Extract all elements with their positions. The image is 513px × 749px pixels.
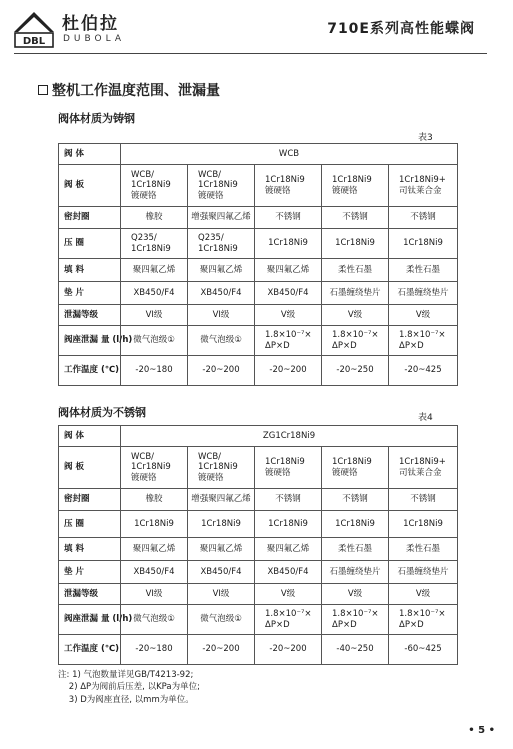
table-cell: 石墨缠绕垫片 (389, 561, 458, 584)
row-label: 工作温度 (℃) (59, 635, 121, 665)
table-cell: 聚四氟乙烯 (121, 538, 188, 561)
table-cell: -20~200 (255, 356, 322, 386)
table4-number: 表4 (418, 413, 433, 423)
table-cell: 石墨缠绕垫片 (322, 561, 389, 584)
table-cell: 1Cr18Ni9 镀硬铬 (322, 165, 389, 207)
table-cell: XB450/F4 (188, 282, 255, 305)
table-row (59, 165, 458, 207)
table-row (59, 229, 458, 259)
table-cell: 1.8×10⁻⁷× ΔP×D (255, 605, 322, 635)
table-cell: 不锈钢 (322, 489, 389, 511)
table-row (59, 426, 458, 447)
table-cell: 1Cr18Ni9+ 司钛莱合金 (389, 165, 458, 207)
table-cell: -40~250 (322, 635, 389, 665)
table-cell: -20~250 (322, 356, 389, 386)
table-row (59, 305, 458, 326)
header-divider (14, 53, 487, 54)
table-row (59, 259, 458, 282)
table-cell: VI级 (121, 584, 188, 605)
table-cell: 增强聚四氟乙烯 (188, 207, 255, 229)
table-cell: -60~425 (389, 635, 458, 665)
row-label: 压 圈 (59, 229, 121, 259)
table-row (59, 447, 458, 489)
row-label: 填 料 (59, 259, 121, 282)
table-cell: VI级 (121, 305, 188, 326)
table-cell: 聚四氟乙烯 (188, 259, 255, 282)
table-cell: 1.8×10⁻⁷× ΔP×D (389, 605, 458, 635)
table-cell: V级 (255, 584, 322, 605)
table-cell: VI级 (188, 584, 255, 605)
row-label: 泄漏等级 (59, 584, 121, 605)
row-label: 泄漏等级 (59, 305, 121, 326)
table-row (59, 561, 458, 584)
table-cell: XB450/F4 (188, 561, 255, 584)
table-cell: 聚四氟乙烯 (121, 259, 188, 282)
table-cell: -20~425 (389, 356, 458, 386)
table-row (59, 207, 458, 229)
table-cell: 柔性石墨 (322, 538, 389, 561)
table-cell: Q235/ 1Cr18Ni9 (121, 229, 188, 259)
table-cell: 聚四氟乙烯 (255, 538, 322, 561)
table-row (59, 511, 458, 538)
table-cell: -20~200 (255, 635, 322, 665)
table-cell: 柔性石墨 (389, 259, 458, 282)
table3-number: 表3 (418, 133, 433, 143)
table-cell: 橡胶 (121, 207, 188, 229)
table-cell: 1Cr18Ni9 (322, 511, 389, 538)
brand-name-english: DUBOLA (63, 34, 125, 44)
row-label: 阀 板 (59, 165, 121, 207)
row-label: 压 圈 (59, 511, 121, 538)
table-cell: 石墨缠绕垫片 (389, 282, 458, 305)
table-cell: 1.8×10⁻⁷× ΔP×D (389, 326, 458, 356)
table-cell: 增强聚四氟乙烯 (188, 489, 255, 511)
table-row (59, 356, 458, 386)
table-cell: 不锈钢 (255, 489, 322, 511)
table-cell: -20~200 (188, 356, 255, 386)
table-cell: 1Cr18Ni9 (322, 229, 389, 259)
table4-subtitle: 阀体材质为不锈钢 (58, 406, 146, 419)
table-cell: -20~200 (188, 635, 255, 665)
table-cell: 1Cr18Ni9 镀硬铬 (255, 447, 322, 489)
checkbox-square-icon (38, 85, 48, 95)
table-cell: 1.8×10⁻⁷× ΔP×D (255, 326, 322, 356)
row-label: 阀座泄漏 量 (l/h) (59, 326, 121, 356)
row-label: 阀 体 (59, 144, 121, 165)
row-label: 密封圈 (59, 207, 121, 229)
table-cell: XB450/F4 (255, 282, 322, 305)
table-cell: 聚四氟乙烯 (188, 538, 255, 561)
table-cell: 石墨缠绕垫片 (322, 282, 389, 305)
table-cell: 聚四氟乙烯 (255, 259, 322, 282)
logo-text: DBL (22, 36, 46, 47)
table-cell: 不锈钢 (389, 207, 458, 229)
row-label: 阀 板 (59, 447, 121, 489)
row-label: 垫 片 (59, 561, 121, 584)
table4 (58, 425, 458, 665)
table-cell: V级 (389, 584, 458, 605)
table-row (59, 605, 458, 635)
table-cell: WCB/ 1Cr18Ni9 镀硬铬 (188, 165, 255, 207)
page-header (0, 0, 513, 60)
table-cell: 1.8×10⁻⁷× ΔP×D (322, 605, 389, 635)
table-cell: VI级 (188, 305, 255, 326)
table-cell: 微气泡级① (188, 605, 255, 635)
table-cell: 不锈钢 (389, 489, 458, 511)
row-label: 密封圈 (59, 489, 121, 511)
table-row (59, 584, 458, 605)
table-cell: 1Cr18Ni9 (389, 511, 458, 538)
table3-subtitle: 阀体材质为铸钢 (58, 112, 135, 125)
table-cell: XB450/F4 (121, 561, 188, 584)
table-cell: V级 (389, 305, 458, 326)
row-label: 填 料 (59, 538, 121, 561)
table-cell: WCB/ 1Cr18Ni9 镀硬铬 (188, 447, 255, 489)
table-cell: 1Cr18Ni9 (255, 511, 322, 538)
table-cell: 1Cr18Ni9 (255, 229, 322, 259)
row-label: 阀 体 (59, 426, 121, 447)
table-cell: 1Cr18Ni9 镀硬铬 (255, 165, 322, 207)
table-cell: WCB/ 1Cr18Ni9 镀硬铬 (121, 165, 188, 207)
table-cell: XB450/F4 (121, 282, 188, 305)
table-cell: 1Cr18Ni9 (188, 511, 255, 538)
table-row (59, 538, 458, 561)
table-cell: 微气泡级① (188, 326, 255, 356)
table-row (59, 326, 458, 356)
footnote: 注: 1) 气泡数量详见GB/T4213-92; (58, 670, 194, 680)
table-cell: 1Cr18Ni9 (389, 229, 458, 259)
table-cell: V级 (255, 305, 322, 326)
table-row (59, 144, 458, 165)
table-cell: 柔性石墨 (389, 538, 458, 561)
table-row (59, 489, 458, 511)
table-cell: XB450/F4 (255, 561, 322, 584)
section-title (38, 80, 220, 100)
footnote: 2) ΔP为阀前后压差, 以KPa为单位; (58, 682, 200, 693)
table-cell: -20~180 (121, 635, 188, 665)
table-cell: WCB/ 1Cr18Ni9 镀硬铬 (121, 447, 188, 489)
table-cell: V级 (322, 305, 389, 326)
table-cell: -20~180 (121, 356, 188, 386)
table-cell: WCB (121, 144, 458, 165)
table-cell: 不锈钢 (322, 207, 389, 229)
table-row (59, 635, 458, 665)
table-cell: 柔性石墨 (322, 259, 389, 282)
table-cell: ZG1Cr18Ni9 (121, 426, 458, 447)
table-cell: Q235/ 1Cr18Ni9 (188, 229, 255, 259)
series-title: 710E系列高性能蝶阀 (327, 21, 475, 37)
table-cell: 微气泡级① (121, 326, 188, 356)
dubola-logo-icon (12, 10, 56, 50)
table-cell: 1Cr18Ni9 镀硬铬 (322, 447, 389, 489)
table-cell: 橡胶 (121, 489, 188, 511)
table-cell: 1Cr18Ni9+ 司钛莱合金 (389, 447, 458, 489)
row-label: 工作温度 (℃) (59, 356, 121, 386)
table-cell: 微气泡级① (121, 605, 188, 635)
table-cell: 1Cr18Ni9 (121, 511, 188, 538)
table-cell: 不锈钢 (255, 207, 322, 229)
footnote: 3) D为阀座直径, 以mm为单位。 (58, 694, 194, 705)
footnotes (58, 669, 200, 706)
section-title-text: 整机工作温度范围、泄漏量 (52, 83, 220, 99)
row-label: 阀座泄漏 量 (l/h) (59, 605, 121, 635)
table-cell: V级 (322, 584, 389, 605)
brand-name-chinese: 杜伯拉 (62, 14, 119, 34)
page-number: • 5 • (468, 725, 495, 736)
row-label: 垫 片 (59, 282, 121, 305)
table-row (59, 282, 458, 305)
table-cell: 1.8×10⁻⁷× ΔP×D (322, 326, 389, 356)
table3 (58, 143, 458, 386)
